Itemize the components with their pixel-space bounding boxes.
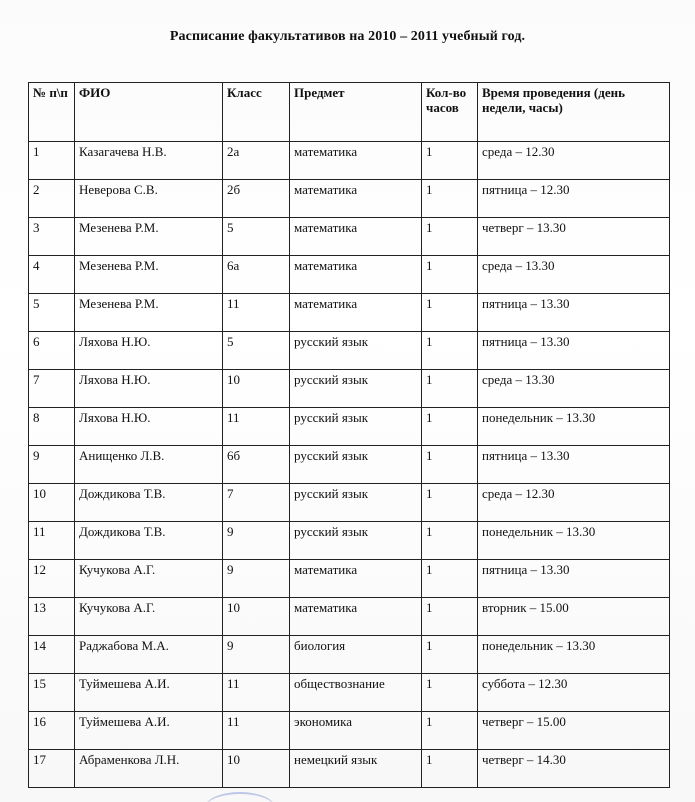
cell-time: четверг – 13.30 bbox=[478, 218, 670, 256]
cell-class: 5 bbox=[223, 332, 290, 370]
cell-class: 2а bbox=[223, 142, 290, 180]
cell-num: 4 bbox=[29, 256, 75, 294]
cell-num: 13 bbox=[29, 598, 75, 636]
cell-num: 9 bbox=[29, 446, 75, 484]
cell-class: 11 bbox=[223, 674, 290, 712]
table-row bbox=[29, 522, 670, 560]
cell-hours: 1 bbox=[422, 332, 478, 370]
cell-name: Мезенева Р.М. bbox=[75, 218, 223, 256]
cell-time: суббота – 12.30 bbox=[478, 674, 670, 712]
cell-subject: обществознание bbox=[290, 674, 422, 712]
cell-subject: математика bbox=[290, 218, 422, 256]
table-row bbox=[29, 636, 670, 674]
cell-num: 12 bbox=[29, 560, 75, 598]
cell-class: 6а bbox=[223, 256, 290, 294]
table-row bbox=[29, 180, 670, 218]
cell-hours: 1 bbox=[422, 674, 478, 712]
cell-subject: математика bbox=[290, 180, 422, 218]
cell-class: 10 bbox=[223, 370, 290, 408]
cell-subject: математика bbox=[290, 256, 422, 294]
cell-subject: биология bbox=[290, 636, 422, 674]
cell-class: 9 bbox=[223, 636, 290, 674]
cell-class: 11 bbox=[223, 294, 290, 332]
cell-subject: математика bbox=[290, 560, 422, 598]
cell-name: Дождикова Т.В. bbox=[75, 484, 223, 522]
cell-num: 16 bbox=[29, 712, 75, 750]
cell-name: Анищенко Л.В. bbox=[75, 446, 223, 484]
table-body bbox=[29, 142, 670, 788]
table-row bbox=[29, 408, 670, 446]
cell-num: 5 bbox=[29, 294, 75, 332]
cell-name: Дождикова Т.В. bbox=[75, 522, 223, 560]
cell-num: 15 bbox=[29, 674, 75, 712]
table-row bbox=[29, 560, 670, 598]
cell-name: Кучукова А.Г. bbox=[75, 598, 223, 636]
schedule-table bbox=[28, 82, 670, 788]
table-row bbox=[29, 332, 670, 370]
cell-name: Мезенева Р.М. bbox=[75, 256, 223, 294]
cell-subject: математика bbox=[290, 142, 422, 180]
cell-time: четверг – 14.30 bbox=[478, 750, 670, 788]
table-row bbox=[29, 142, 670, 180]
cell-class: 7 bbox=[223, 484, 290, 522]
cell-time: пятница – 13.30 bbox=[478, 560, 670, 598]
cell-name: Ляхова Н.Ю. bbox=[75, 332, 223, 370]
cell-subject: русский язык bbox=[290, 446, 422, 484]
cell-hours: 1 bbox=[422, 142, 478, 180]
cell-num: 7 bbox=[29, 370, 75, 408]
table-row bbox=[29, 674, 670, 712]
table-row bbox=[29, 294, 670, 332]
cell-class: 6б bbox=[223, 446, 290, 484]
cell-hours: 1 bbox=[422, 522, 478, 560]
cell-class: 5 bbox=[223, 218, 290, 256]
cell-hours: 1 bbox=[422, 484, 478, 522]
cell-hours: 1 bbox=[422, 598, 478, 636]
cell-name: Ляхова Н.Ю. bbox=[75, 408, 223, 446]
header-class: Класс bbox=[223, 83, 290, 142]
cell-subject: математика bbox=[290, 294, 422, 332]
cell-hours: 1 bbox=[422, 636, 478, 674]
header-name: ФИО bbox=[75, 83, 223, 142]
cell-class: 9 bbox=[223, 522, 290, 560]
cell-num: 3 bbox=[29, 218, 75, 256]
cell-time: понедельник – 13.30 bbox=[478, 636, 670, 674]
cell-hours: 1 bbox=[422, 408, 478, 446]
header-subject: Предмет bbox=[290, 83, 422, 142]
cell-subject: немецкий язык bbox=[290, 750, 422, 788]
stamp-mark bbox=[205, 792, 275, 802]
table-row bbox=[29, 370, 670, 408]
cell-name: Туймешева А.И. bbox=[75, 674, 223, 712]
cell-subject: экономика bbox=[290, 712, 422, 750]
cell-time: понедельник – 13.30 bbox=[478, 522, 670, 560]
cell-num: 1 bbox=[29, 142, 75, 180]
cell-name: Ляхова Н.Ю. bbox=[75, 370, 223, 408]
cell-class: 10 bbox=[223, 598, 290, 636]
cell-time: среда – 13.30 bbox=[478, 370, 670, 408]
cell-hours: 1 bbox=[422, 256, 478, 294]
cell-name: Казагачева Н.В. bbox=[75, 142, 223, 180]
cell-time: четверг – 15.00 bbox=[478, 712, 670, 750]
cell-time: понедельник – 13.30 bbox=[478, 408, 670, 446]
cell-subject: русский язык bbox=[290, 484, 422, 522]
table-row bbox=[29, 218, 670, 256]
cell-subject: русский язык bbox=[290, 370, 422, 408]
cell-hours: 1 bbox=[422, 446, 478, 484]
cell-num: 8 bbox=[29, 408, 75, 446]
cell-name: Неверова С.В. bbox=[75, 180, 223, 218]
table-row bbox=[29, 750, 670, 788]
header-hours: Кол-во часов bbox=[422, 83, 478, 142]
cell-time: пятница – 13.30 bbox=[478, 294, 670, 332]
header-time: Время проведения (день недели, часы) bbox=[478, 83, 670, 142]
cell-subject: русский язык bbox=[290, 408, 422, 446]
cell-hours: 1 bbox=[422, 294, 478, 332]
table-row bbox=[29, 446, 670, 484]
cell-subject: математика bbox=[290, 598, 422, 636]
cell-subject: русский язык bbox=[290, 332, 422, 370]
cell-hours: 1 bbox=[422, 370, 478, 408]
cell-class: 2б bbox=[223, 180, 290, 218]
cell-name: Абраменкова Л.Н. bbox=[75, 750, 223, 788]
cell-class: 11 bbox=[223, 408, 290, 446]
cell-class: 10 bbox=[223, 750, 290, 788]
cell-time: пятница – 13.30 bbox=[478, 332, 670, 370]
cell-num: 2 bbox=[29, 180, 75, 218]
cell-time: среда – 12.30 bbox=[478, 142, 670, 180]
cell-name: Туймешева А.И. bbox=[75, 712, 223, 750]
cell-name: Кучукова А.Г. bbox=[75, 560, 223, 598]
cell-num: 17 bbox=[29, 750, 75, 788]
cell-name: Раджабова М.А. bbox=[75, 636, 223, 674]
cell-name: Мезенева Р.М. bbox=[75, 294, 223, 332]
cell-num: 14 bbox=[29, 636, 75, 674]
header-num: № п\п bbox=[29, 83, 75, 142]
cell-num: 11 bbox=[29, 522, 75, 560]
cell-hours: 1 bbox=[422, 560, 478, 598]
cell-hours: 1 bbox=[422, 180, 478, 218]
cell-subject: русский язык bbox=[290, 522, 422, 560]
cell-num: 6 bbox=[29, 332, 75, 370]
cell-hours: 1 bbox=[422, 750, 478, 788]
cell-class: 11 bbox=[223, 712, 290, 750]
cell-time: среда – 13.30 bbox=[478, 256, 670, 294]
document-title: Расписание факультативов на 2010 – 2011 учебный год. bbox=[169, 29, 526, 44]
cell-num: 10 bbox=[29, 484, 75, 522]
cell-hours: 1 bbox=[422, 712, 478, 750]
cell-time: пятница – 12.30 bbox=[478, 180, 670, 218]
cell-hours: 1 bbox=[422, 218, 478, 256]
cell-time: среда – 12.30 bbox=[478, 484, 670, 522]
table-row bbox=[29, 712, 670, 750]
table-row bbox=[29, 598, 670, 636]
table-header-row bbox=[29, 83, 670, 142]
table-row bbox=[29, 484, 670, 522]
cell-time: вторник – 15.00 bbox=[478, 598, 670, 636]
table-row bbox=[29, 256, 670, 294]
cell-time: пятница – 13.30 bbox=[478, 446, 670, 484]
cell-class: 9 bbox=[223, 560, 290, 598]
